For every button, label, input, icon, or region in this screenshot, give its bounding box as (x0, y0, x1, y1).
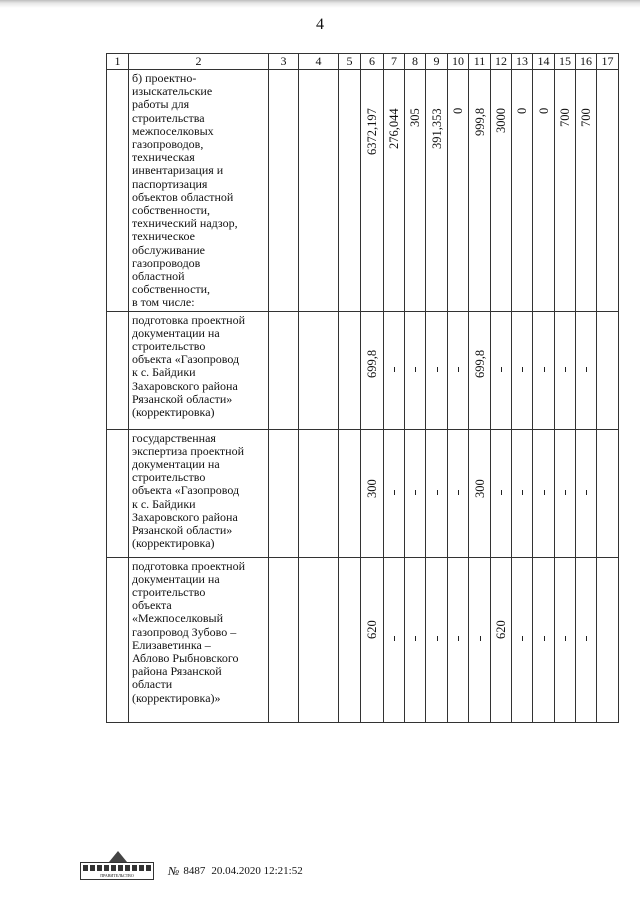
value-text: 391,353 (429, 108, 444, 149)
description-line: подготовка проектной (132, 312, 246, 327)
description-line: в том числе: (132, 295, 195, 310)
value-cell (469, 70, 491, 312)
dash-mark (565, 367, 566, 372)
description-line: экспертиза проектной (132, 443, 244, 458)
column-header: 16 (576, 54, 597, 70)
description-line: изыскательские (132, 84, 213, 99)
dash-mark (394, 490, 395, 495)
col-4-cell (299, 70, 339, 312)
col-3-cell (269, 311, 299, 429)
col-4-cell (299, 557, 339, 722)
value-cell (448, 429, 469, 557)
row-description-cell (129, 557, 269, 722)
row-number-cell (107, 557, 129, 722)
description-line: техническое (132, 229, 195, 244)
col-3-cell (269, 429, 299, 557)
table-body (107, 70, 619, 723)
value-cell (448, 311, 469, 429)
value-cell (469, 311, 491, 429)
value-text: 620 (365, 619, 379, 639)
dash-mark (565, 490, 566, 495)
description-line: б) проектно- (132, 71, 197, 85)
value-cell (576, 557, 597, 722)
column-header-row (107, 54, 619, 70)
dash-mark (415, 490, 416, 495)
value-cell (469, 557, 491, 722)
value-cell (512, 70, 533, 312)
value-text: 700 (579, 108, 593, 127)
column-header: 9 (426, 54, 448, 70)
description-line: газопроводов (132, 255, 201, 270)
description-line: строительства (132, 110, 205, 125)
description-line: к с. Байдики (132, 496, 196, 511)
stamp-pattern (83, 865, 151, 871)
value-cell (469, 429, 491, 557)
value-cell (448, 70, 469, 312)
value-cell (512, 311, 533, 429)
value-text: 999,8 (472, 107, 487, 136)
table-row (107, 70, 619, 312)
column-header: 7 (384, 54, 405, 70)
col-4-cell (299, 311, 339, 429)
description-line: документации на (132, 571, 220, 586)
column-header: 13 (512, 54, 533, 70)
dash-mark (437, 490, 438, 495)
row-number-cell (107, 311, 129, 429)
value-cell (426, 70, 448, 312)
value-text: 300 (365, 478, 379, 498)
table-row (107, 429, 619, 557)
value-text: 3000 (494, 108, 508, 133)
value-cell (597, 557, 619, 722)
dash-mark (501, 367, 502, 372)
column-header: 10 (448, 54, 469, 70)
dash-mark (544, 490, 545, 495)
building-roof-icon (109, 851, 127, 862)
budget-table (106, 53, 619, 723)
description-line: (корректировка)» (132, 690, 221, 705)
description-line: Аблово Рыбновского (132, 651, 239, 666)
column-header: 1 (107, 54, 129, 70)
value-cell (361, 311, 384, 429)
description-line: района Рязанской (132, 664, 222, 679)
value-cell (555, 70, 576, 312)
value-text: 699,8 (472, 349, 487, 378)
dash-mark (437, 367, 438, 372)
value-cell (426, 429, 448, 557)
footer-datetime: 20.04.2020 12:21:52 (211, 865, 303, 877)
description-line: собственности, (132, 282, 211, 297)
value-text: 0 (451, 107, 465, 114)
value-cell (405, 70, 426, 312)
value-cell (555, 429, 576, 557)
row-description-cell (129, 429, 269, 557)
dash-mark (501, 490, 502, 495)
value-text: 620 (494, 619, 508, 639)
value-text: 0 (515, 107, 529, 114)
description-line: объектов областной (132, 189, 234, 204)
column-header: 2 (129, 54, 269, 70)
value-cell (555, 557, 576, 722)
dash-mark (544, 636, 545, 641)
value-text: 700 (558, 108, 572, 127)
description-line: Рязанской области» (132, 391, 233, 406)
description-line: подготовка проектной (132, 558, 246, 573)
dash-mark (415, 367, 416, 372)
row-description-cell (129, 70, 269, 312)
dash-mark (394, 367, 395, 372)
column-header: 8 (405, 54, 426, 70)
footer (80, 862, 303, 880)
value-cell (361, 557, 384, 722)
value-cell (448, 557, 469, 722)
value-cell (384, 70, 405, 312)
description-line: строительство (132, 470, 206, 485)
column-header: 5 (339, 54, 361, 70)
value-cell (512, 557, 533, 722)
value-cell (533, 70, 555, 312)
value-cell (533, 557, 555, 722)
description-line: Захаровского района (132, 378, 238, 393)
description-line: к с. Байдики (132, 365, 196, 380)
value-cell (533, 429, 555, 557)
value-cell (576, 429, 597, 557)
description-line: межпоселковых (132, 123, 214, 138)
description-line: (корректировка) (132, 405, 215, 420)
description-line: документации на (132, 457, 220, 472)
value-cell (361, 429, 384, 557)
description-line: объекта «Газопровод (132, 483, 240, 498)
government-stamp-logo (80, 862, 154, 880)
description-line: работы для (132, 97, 190, 112)
column-header: 3 (269, 54, 299, 70)
dash-mark (458, 490, 459, 495)
value-cell (533, 311, 555, 429)
value-cell (361, 70, 384, 312)
description-line: строительство (132, 339, 206, 354)
description-line: газопровод Зубово – (132, 624, 237, 639)
col-3-cell (269, 557, 299, 722)
description-line: Елизаветинка – (132, 637, 211, 652)
row-number-cell (107, 429, 129, 557)
column-header: 15 (555, 54, 576, 70)
value-cell (491, 70, 512, 312)
description-line: объекта (132, 598, 172, 613)
value-cell (426, 311, 448, 429)
description-line: собственности, (132, 203, 211, 218)
description-line: области (132, 677, 173, 692)
description-line: Рязанской области» (132, 523, 233, 538)
value-cell (597, 70, 619, 312)
value-cell (576, 311, 597, 429)
value-cell (597, 311, 619, 429)
value-text: 305 (408, 108, 422, 127)
value-cell (512, 429, 533, 557)
table-row (107, 557, 619, 722)
value-text: 300 (472, 478, 487, 498)
dash-mark (522, 636, 523, 641)
column-header: 14 (533, 54, 555, 70)
value-cell (555, 311, 576, 429)
value-cell (491, 311, 512, 429)
value-cell (384, 557, 405, 722)
value-cell (405, 311, 426, 429)
value-cell (597, 429, 619, 557)
col-5-cell (339, 311, 361, 429)
description-line: документации на (132, 325, 220, 340)
column-header: 12 (491, 54, 512, 70)
value-cell (426, 557, 448, 722)
col-3-cell (269, 70, 299, 312)
value-cell (405, 557, 426, 722)
row-number-cell (107, 70, 129, 312)
value-text: 0 (536, 107, 551, 114)
description-line: (корректировка) (132, 536, 215, 551)
value-cell (491, 429, 512, 557)
column-header: 11 (469, 54, 491, 70)
description-line: «Межпоселковый (132, 611, 224, 626)
dash-mark (437, 636, 438, 641)
dash-mark (544, 367, 545, 372)
value-cell (576, 70, 597, 312)
description-line: обслуживание (132, 242, 205, 257)
dash-mark (394, 636, 395, 641)
footer-doc-number: 8487 (183, 865, 206, 877)
dash-mark (415, 636, 416, 641)
description-line: областной (132, 269, 185, 284)
description-line: строительство (132, 585, 206, 600)
dash-mark (480, 636, 481, 641)
stamp-text: ПРАВИТЕЛЬСТВО (100, 873, 134, 878)
value-text: 699,8 (365, 349, 379, 378)
value-cell (405, 429, 426, 557)
value-cell (491, 557, 512, 722)
description-line: объекта «Газопровод (132, 352, 240, 367)
description-line: Захаровского района (132, 509, 238, 524)
description-line: техническая (132, 150, 195, 165)
page-number: 4 (316, 16, 324, 33)
col-5-cell (339, 557, 361, 722)
dash-mark (458, 636, 459, 641)
dash-mark (586, 490, 587, 495)
description-line: паспортизация (132, 176, 208, 191)
description-line: инвентаризация и (132, 163, 224, 178)
footer-number-sign: № (168, 863, 180, 878)
description-line: государственная (132, 430, 216, 445)
dash-mark (458, 367, 459, 372)
value-text: 276,044 (387, 108, 401, 149)
description-line: технический надзор, (132, 216, 238, 231)
value-cell (384, 311, 405, 429)
dash-mark (565, 636, 566, 641)
description-line: газопроводов, (132, 137, 204, 152)
scan-edge (0, 0, 640, 8)
dash-mark (586, 367, 587, 372)
column-header: 17 (597, 54, 619, 70)
col-4-cell (299, 429, 339, 557)
column-header: 6 (361, 54, 384, 70)
table-row (107, 311, 619, 429)
dash-mark (522, 367, 523, 372)
col-5-cell (339, 429, 361, 557)
col-5-cell (339, 70, 361, 312)
value-text: 6372,197 (365, 108, 379, 155)
value-cell (384, 429, 405, 557)
row-description-cell (129, 311, 269, 429)
column-header: 4 (299, 54, 339, 70)
dash-mark (586, 636, 587, 641)
dash-mark (522, 490, 523, 495)
